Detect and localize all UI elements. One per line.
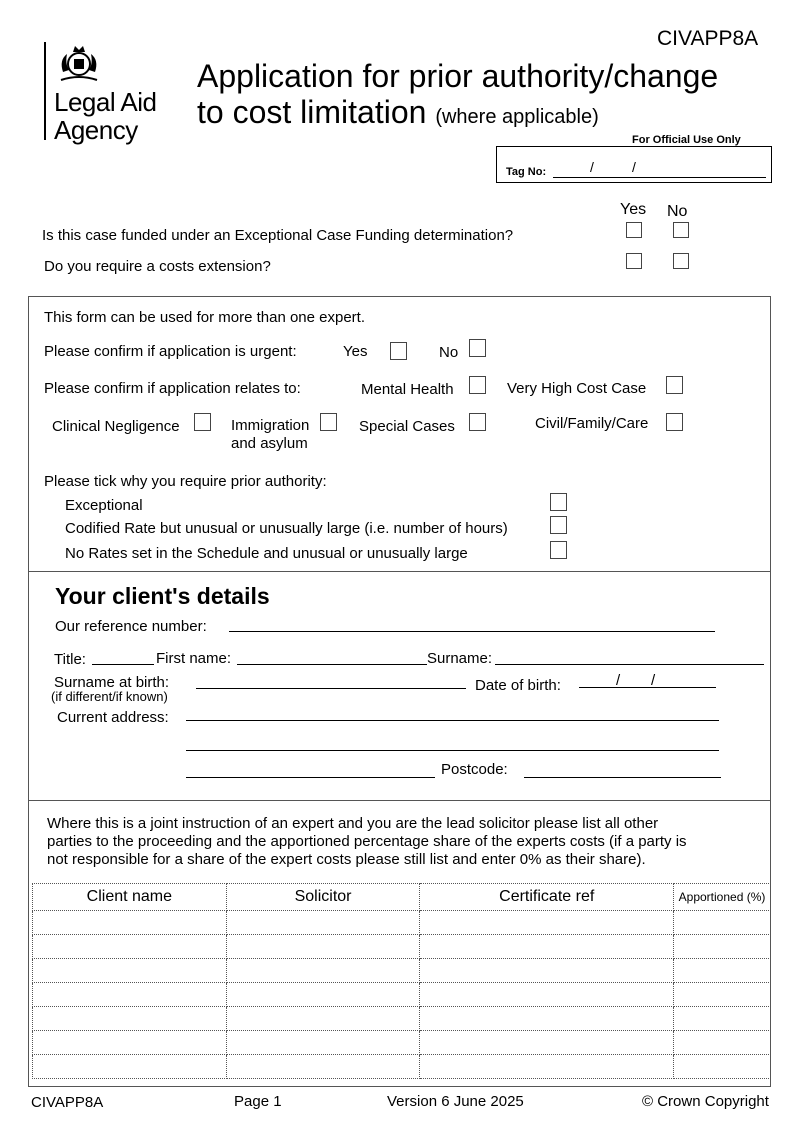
urgent-no-label: No [439, 344, 459, 361]
reason-codified-label: Codified Rate but unusual or unusually large (i.e. number of hours) [65, 520, 508, 537]
urgent-label: Please confirm if application is urgent: [44, 343, 297, 360]
table-cell[interactable] [33, 1055, 227, 1079]
first-name-label: First name: [156, 650, 232, 667]
table-row [33, 1031, 771, 1055]
reference-label: Our reference number: [55, 618, 207, 635]
table-row [33, 1055, 771, 1079]
joint-text-line3: not responsible for a share of the expert costs please still list and enter 0% as their share). [47, 851, 646, 868]
postcode-label: Postcode: [441, 761, 508, 778]
table-cell[interactable] [674, 935, 771, 959]
joint-text-line1: Where this is a joint instruction of an expert and you are the lead solicitor please list all other [47, 815, 659, 832]
expert-intro: This form can be used for more than one expert. [44, 309, 365, 326]
parties-table [32, 883, 771, 1079]
table-cell[interactable] [33, 983, 227, 1007]
table-cell[interactable] [33, 935, 227, 959]
table-cell[interactable] [226, 1031, 420, 1055]
table-cell[interactable] [226, 1055, 420, 1079]
tag-sep-2: / [632, 159, 636, 175]
surname-label: Surname: [427, 650, 493, 667]
postcode-field[interactable] [524, 777, 721, 778]
reason-no-rates-checkbox[interactable] [550, 541, 567, 559]
civil-family-label: Civil/Family/Care [535, 415, 649, 432]
table-cell[interactable] [420, 1055, 674, 1079]
col-certificate-ref: Certificate ref [420, 884, 674, 911]
title-field[interactable] [92, 664, 154, 665]
immigration-label-2: and asylum [231, 435, 308, 452]
table-cell[interactable] [420, 959, 674, 983]
form-title-main: to cost limitation [197, 94, 427, 130]
clin-neg-label: Clinical Negligence [52, 418, 180, 435]
table-cell[interactable] [33, 911, 227, 935]
table-cell[interactable] [420, 983, 674, 1007]
table-row [33, 983, 771, 1007]
reason-codified-checkbox[interactable] [550, 516, 567, 534]
first-name-field[interactable] [237, 664, 427, 665]
form-code-top: CIVAPP8A [657, 27, 759, 50]
civil-family-checkbox[interactable] [666, 413, 683, 431]
form-title-line1: Application for prior authority/change [197, 58, 719, 94]
immigration-label-1: Immigration [231, 417, 310, 434]
surname-field[interactable] [495, 664, 764, 665]
logo-divider [44, 42, 46, 140]
address-line-3[interactable] [186, 777, 435, 778]
client-heading: Your client's details [55, 583, 270, 609]
table-cell[interactable] [226, 983, 420, 1007]
immigration-checkbox[interactable] [320, 413, 337, 431]
table-cell[interactable] [674, 1055, 771, 1079]
col-solicitor: Solicitor [226, 884, 420, 911]
form-title-sub: (where applicable) [435, 106, 599, 128]
urgent-no-checkbox[interactable] [469, 339, 486, 357]
clin-neg-checkbox[interactable] [194, 413, 211, 431]
vhcc-label: Very High Cost Case [507, 380, 647, 397]
urgent-yes-label: Yes [343, 343, 368, 360]
footer-form-code: CIVAPP8A [31, 1094, 104, 1111]
extension-question: Do you require a costs extension? [44, 258, 271, 275]
table-cell[interactable] [420, 911, 674, 935]
vhcc-checkbox[interactable] [666, 376, 683, 394]
table-cell[interactable] [33, 959, 227, 983]
no-header: No [667, 203, 688, 220]
table-cell[interactable] [226, 911, 420, 935]
ecf-no-checkbox[interactable] [673, 222, 689, 238]
relates-label: Please confirm if application relates to: [44, 380, 301, 397]
footer-copyright: © Crown Copyright [642, 1093, 769, 1110]
birth-surname-field[interactable] [196, 688, 466, 689]
reason-exceptional-checkbox[interactable] [550, 493, 567, 511]
address-label: Current address: [57, 709, 169, 726]
table-cell[interactable] [674, 959, 771, 983]
yes-header: Yes [620, 201, 647, 218]
extension-yes-checkbox[interactable] [626, 253, 642, 269]
table-row [33, 911, 771, 935]
dob-sep-1: / [616, 672, 621, 689]
address-line-2[interactable] [186, 750, 719, 751]
mental-health-checkbox[interactable] [469, 376, 486, 394]
col-apportioned: Apportioned (%) [674, 884, 771, 911]
agency-name-line1: Legal Aid [54, 87, 157, 117]
table-cell[interactable] [420, 1031, 674, 1055]
tag-no-label: Tag No: [506, 166, 547, 178]
birth-surname-note: (if different/if known) [51, 689, 168, 704]
table-cell[interactable] [674, 1007, 771, 1031]
table-cell[interactable] [674, 911, 771, 935]
footer-page-number: Page 1 [234, 1093, 282, 1110]
table-row [33, 1007, 771, 1031]
dob-field[interactable] [579, 687, 716, 688]
ecf-question: Is this case funded under an Exceptional Case Funding determination? [42, 227, 514, 244]
ecf-yes-checkbox[interactable] [626, 222, 642, 238]
reason-exceptional-label: Exceptional [65, 497, 143, 514]
address-line-1[interactable] [186, 720, 719, 721]
mental-health-label: Mental Health [361, 381, 454, 398]
tag-sep-1: / [590, 159, 594, 175]
special-cases-checkbox[interactable] [469, 413, 486, 431]
table-row [33, 935, 771, 959]
table-cell[interactable] [226, 935, 420, 959]
dob-label: Date of birth: [475, 677, 561, 694]
tag-no-field[interactable] [553, 177, 766, 178]
reference-field[interactable] [229, 631, 715, 632]
extension-no-checkbox[interactable] [673, 253, 689, 269]
table-cell[interactable] [226, 1007, 420, 1031]
table-header-row [33, 884, 771, 911]
table-cell[interactable] [420, 1007, 674, 1031]
urgent-yes-checkbox[interactable] [390, 342, 407, 360]
royal-crest-icon [55, 42, 103, 84]
col-client-name: Client name [33, 884, 227, 911]
reason-no-rates-label: No Rates set in the Schedule and unusual or unusually large [65, 545, 468, 562]
tick-reason-label: Please tick why you require prior authority: [44, 473, 327, 490]
dob-sep-2: / [651, 672, 656, 689]
official-use-heading: For Official Use Only [632, 134, 741, 146]
title-label: Title: [54, 651, 86, 668]
table-row [33, 959, 771, 983]
table-cell[interactable] [33, 1007, 227, 1031]
form-title-line2 [197, 94, 599, 131]
table-cell[interactable] [674, 1031, 771, 1055]
footer-version: Version 6 June 2025 [387, 1093, 524, 1110]
table-cell[interactable] [226, 959, 420, 983]
table-cell[interactable] [33, 1031, 227, 1055]
special-cases-label: Special Cases [359, 418, 455, 435]
joint-text-line2: parties to the proceeding and the apportioned percentage share of the experts costs (if a party is [47, 833, 687, 850]
agency-name-line2: Agency [54, 115, 138, 145]
birth-surname-label: Surname at birth: [54, 674, 170, 691]
table-cell[interactable] [674, 983, 771, 1007]
table-cell[interactable] [420, 935, 674, 959]
